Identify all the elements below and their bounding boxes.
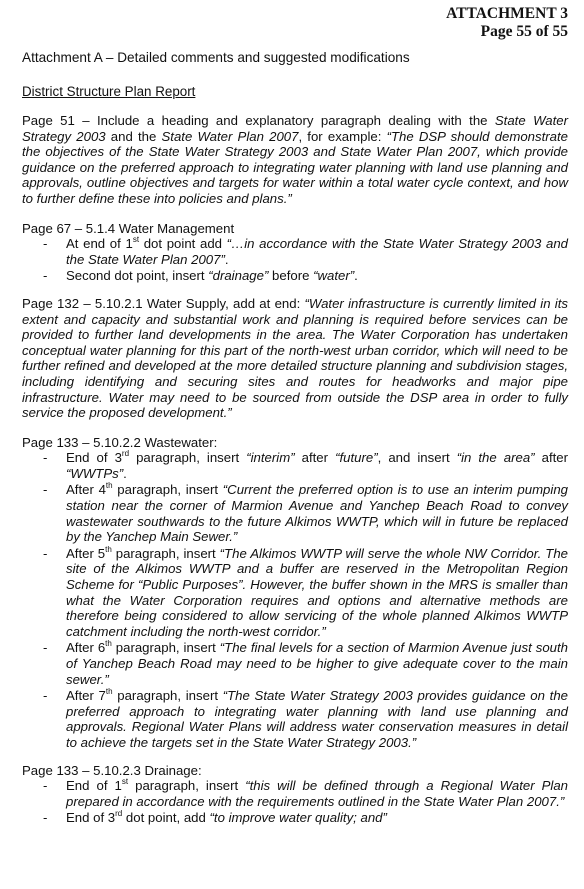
- comment-text: End of 1: [66, 778, 122, 794]
- suggested-text: “The State Water Strategy 2003 provides guidance on the preferred approach to integrating water planning with land use planning and approvals. Regional Water Plans will address water conservation measures in detail to achieve the targets set in the State Water Strategy 2003.”: [66, 688, 568, 750]
- suggested-text: “water”: [313, 268, 355, 284]
- ordinal-suffix: th: [105, 639, 112, 649]
- comment-text: At end of 1: [66, 236, 133, 252]
- section-title: Attachment A – Detailed comments and suggested modifications: [22, 50, 410, 65]
- comment-text: .: [354, 268, 358, 284]
- dot-point: [22, 450, 568, 481]
- comment-text: End of 3: [66, 810, 116, 826]
- comment-page-133-drainage: [22, 763, 568, 826]
- attachment-header: [446, 5, 568, 41]
- suggested-text: “Current the preferred option is to use an interim pumping station near the corner of Marmion Avenue and Yanchep Beach Road to convey wastewater southwards to the future Alkimos WWTP, which will in future be replaced by the Yanchep Main Sewer.”: [66, 482, 568, 545]
- comment-text: after: [534, 450, 569, 466]
- comment-text: paragraph, insert: [112, 688, 223, 704]
- comment-text: .: [123, 465, 127, 481]
- suggested-text: “Water infrastructure is currently limited in its extent and capacity and substantial work and planning is required before services can be provided to further land developments in the area. The Water Corporation has undertaken conceptual water planning for this part of the north-west urban corridor, which will need to be further refined and developed at the more detailed structure planning and subdivision stages, including identifying and securing sites and routes for headworks and major pipe infrastructure. Water may need to be sourced from outside the DSP area in order to fully service the proposed development.”: [22, 295, 568, 421]
- comment-heading: Page 133 – 5.10.2.3 Drainage:: [22, 762, 202, 778]
- suggested-text: “in the area”: [456, 450, 535, 466]
- suggested-text: “The Alkimos WWTP will serve the whole NW Corridor. The site of the Alkimos WWTP and a buffer are reserved in the Metropolitan Region Scheme for “Public Purposes”. However, the buffer shown in the MRS is smaller than what the Water Corporation requires and options and alternative methods are therefore being considered to allow servicing of the whole planned Alkimos WWTP catchment including the north-west corridor.”: [66, 545, 568, 639]
- dot-point: [22, 236, 568, 267]
- comment-text: and the: [105, 128, 162, 144]
- dot-point: [22, 482, 568, 544]
- comment-text: paragraph, insert: [128, 778, 246, 794]
- comment-text: dot point add: [139, 236, 227, 252]
- dot-point: [22, 810, 568, 826]
- ordinal-suffix: st: [132, 235, 140, 245]
- report-title: District Structure Plan Report: [22, 84, 196, 99]
- suggested-text: “drainage”: [208, 268, 269, 284]
- document-body: [22, 113, 568, 838]
- dot-point: [22, 778, 568, 809]
- attachment-label: ATTACHMENT 3: [446, 5, 568, 22]
- dot-point: [22, 546, 568, 640]
- comment-text: Page 51 – Include a heading and explanatory paragraph dealing with the: [22, 113, 495, 128]
- comment-text: After 4: [66, 482, 106, 498]
- comment-text: End of 3: [66, 450, 122, 466]
- comment-text: Second dot point, insert: [66, 268, 209, 284]
- comment-text: After 6: [66, 640, 106, 656]
- ordinal-suffix: th: [105, 544, 112, 554]
- comment-text: After 5: [66, 545, 106, 561]
- suggested-text: “to improve water quality; and”: [209, 810, 387, 826]
- ordinal-suffix: th: [105, 481, 113, 491]
- ordinal-suffix: st: [121, 777, 129, 787]
- suggested-text: “WWTPs”: [66, 465, 124, 481]
- comment-text: after: [294, 450, 336, 466]
- dot-point: [22, 268, 568, 284]
- dot-point: [22, 640, 568, 687]
- dot-point-list: [22, 778, 568, 826]
- comment-text: paragraph, insert: [111, 545, 220, 561]
- ordinal-suffix: rd: [115, 809, 123, 819]
- comment-page-67: [22, 221, 568, 284]
- dot-point-list: [22, 236, 568, 284]
- comment-heading: Page 133 – 5.10.2.2 Wastewater:: [22, 434, 218, 450]
- comment-text: dot point, add: [122, 810, 210, 826]
- comment-text: paragraph, insert: [129, 450, 247, 466]
- ordinal-suffix: th: [105, 687, 113, 697]
- page-number: Page 55 of 55: [480, 23, 568, 40]
- dot-point-list: [22, 450, 568, 750]
- dot-point: [22, 688, 568, 750]
- comment-page-133-wastewater: [22, 435, 568, 751]
- comment-page-132: [22, 296, 568, 421]
- suggested-text: “The final levels for a section of Marmion Avenue just south of Yanchep Beach Road may need to be higher to give adequate cover to the main sewer.”: [66, 640, 569, 687]
- comment-text: paragraph, insert: [111, 640, 220, 656]
- comment-heading: Page 67 – 5.1.4 Water Management: [22, 220, 235, 236]
- comment-page-51: [22, 113, 568, 207]
- suggested-text: “interim”: [246, 450, 295, 466]
- suggested-text: “this will be defined through a Regional Water Plan prepared in accordance with the requirements outlined in the State Water Plan 2007.”: [66, 778, 569, 809]
- comment-text: , and insert: [377, 450, 457, 466]
- doc-reference: State Water Strategy 2003: [22, 113, 569, 144]
- comment-text: , for example:: [298, 128, 387, 144]
- comment-text: After 7: [66, 688, 106, 704]
- suggested-text: “…in accordance with the State Water Strategy 2003 and the State Water Plan 2007”: [66, 236, 568, 267]
- doc-reference: State Water Plan 2007: [161, 128, 299, 144]
- comment-text: .: [224, 251, 229, 267]
- suggested-text: “The DSP should demonstrate the objectives of the State Water Strategy 2003 and State Water Plan 2007, which provide guidance on the preferred approach to integrating water planning with land use planning and approvals, outline objectives and targets for water within a total water cycle context, and how to further define these into policies and plans.”: [22, 128, 568, 206]
- suggested-text: “future”: [335, 450, 378, 466]
- comment-text: Page 132 – 5.10.2.1 Water Supply, add at end:: [22, 295, 305, 311]
- comment-text: paragraph, insert: [112, 482, 223, 498]
- comment-text: before: [268, 268, 314, 284]
- ordinal-suffix: rd: [121, 449, 130, 459]
